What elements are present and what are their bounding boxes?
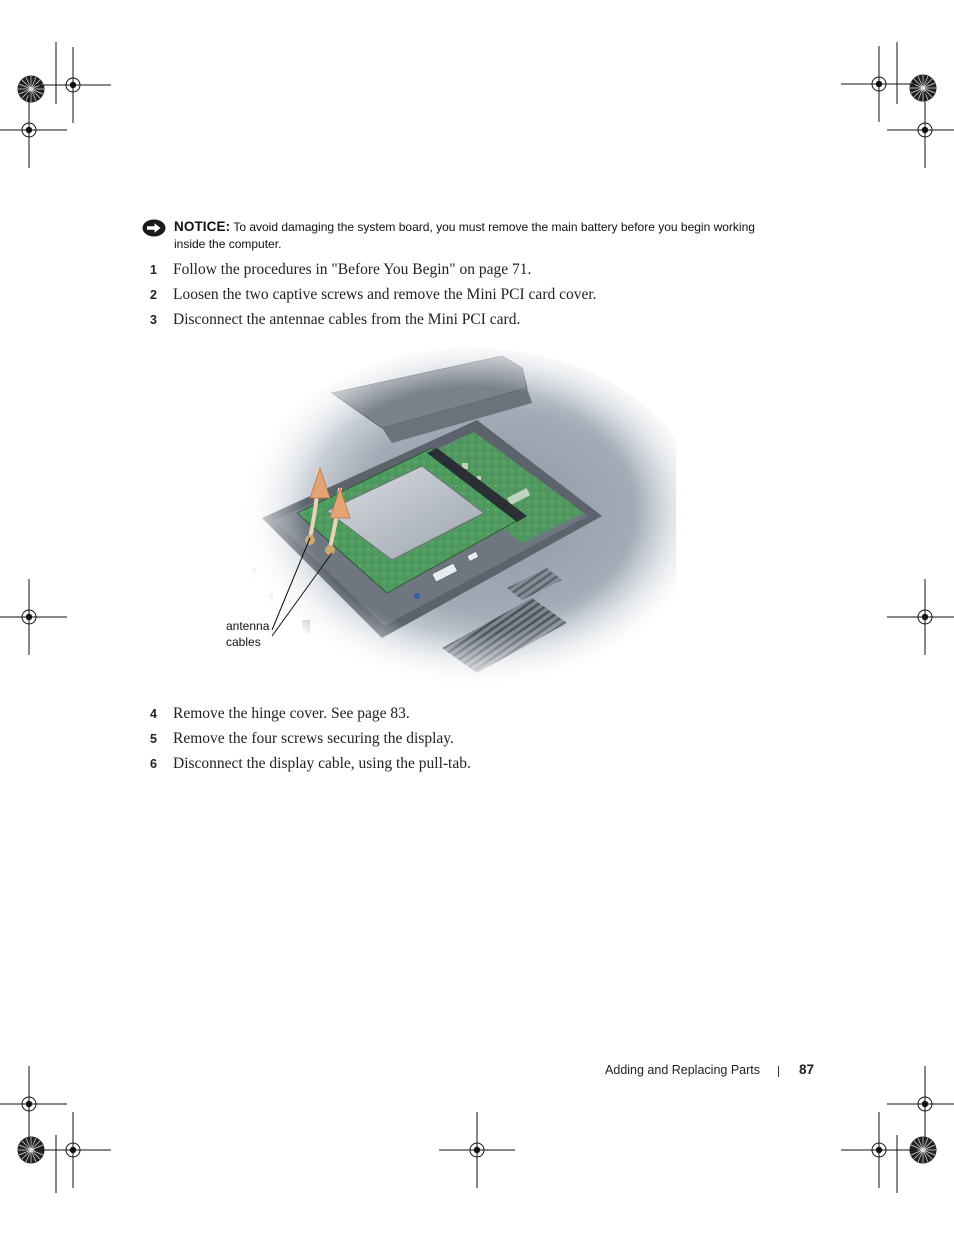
notice-text — [174, 218, 759, 253]
step-number: 3 — [150, 313, 157, 327]
mini-pci-card-illustration — [222, 348, 676, 686]
step-text: Disconnect the antennae cables from the Mini PCI card. — [173, 311, 521, 328]
footer-section-title: Adding and Replacing Parts — [605, 1063, 760, 1077]
mini-pci-card-figure — [222, 348, 676, 686]
footer-separator — [778, 1066, 779, 1077]
step-text: Loosen the two captive screws and remove the Mini PCI card cover. — [173, 286, 597, 303]
step-3 — [150, 310, 520, 330]
notice-arrow-icon — [142, 219, 166, 237]
antenna-cables-callout — [226, 618, 269, 650]
step-1 — [150, 260, 531, 280]
page-number: 87 — [798, 1062, 814, 1077]
step-text: Remove the four screws securing the display. — [173, 730, 454, 747]
step-text: Remove the hinge cover. See page 83. — [173, 705, 410, 722]
step-6 — [150, 754, 471, 774]
step-number: 6 — [150, 757, 157, 771]
step-4 — [150, 704, 410, 724]
callout-line-2: cables — [226, 635, 261, 649]
notice-label: NOTICE: — [174, 219, 231, 234]
step-text: Disconnect the display cable, using the pull-tab. — [173, 755, 471, 772]
page-footer — [560, 1061, 814, 1081]
step-number: 1 — [150, 263, 157, 277]
step-5 — [150, 729, 454, 749]
step-number: 5 — [150, 732, 157, 746]
step-number: 4 — [150, 707, 157, 721]
step-text: Follow the procedures in "Before You Begin" on page 71. — [173, 261, 532, 278]
step-2 — [150, 285, 597, 305]
callout-line-1: antenna — [226, 619, 270, 633]
notice-body: To avoid damaging the system board, you must remove the main battery before you begin working inside the computer. — [174, 220, 755, 251]
step-number: 2 — [150, 288, 157, 302]
